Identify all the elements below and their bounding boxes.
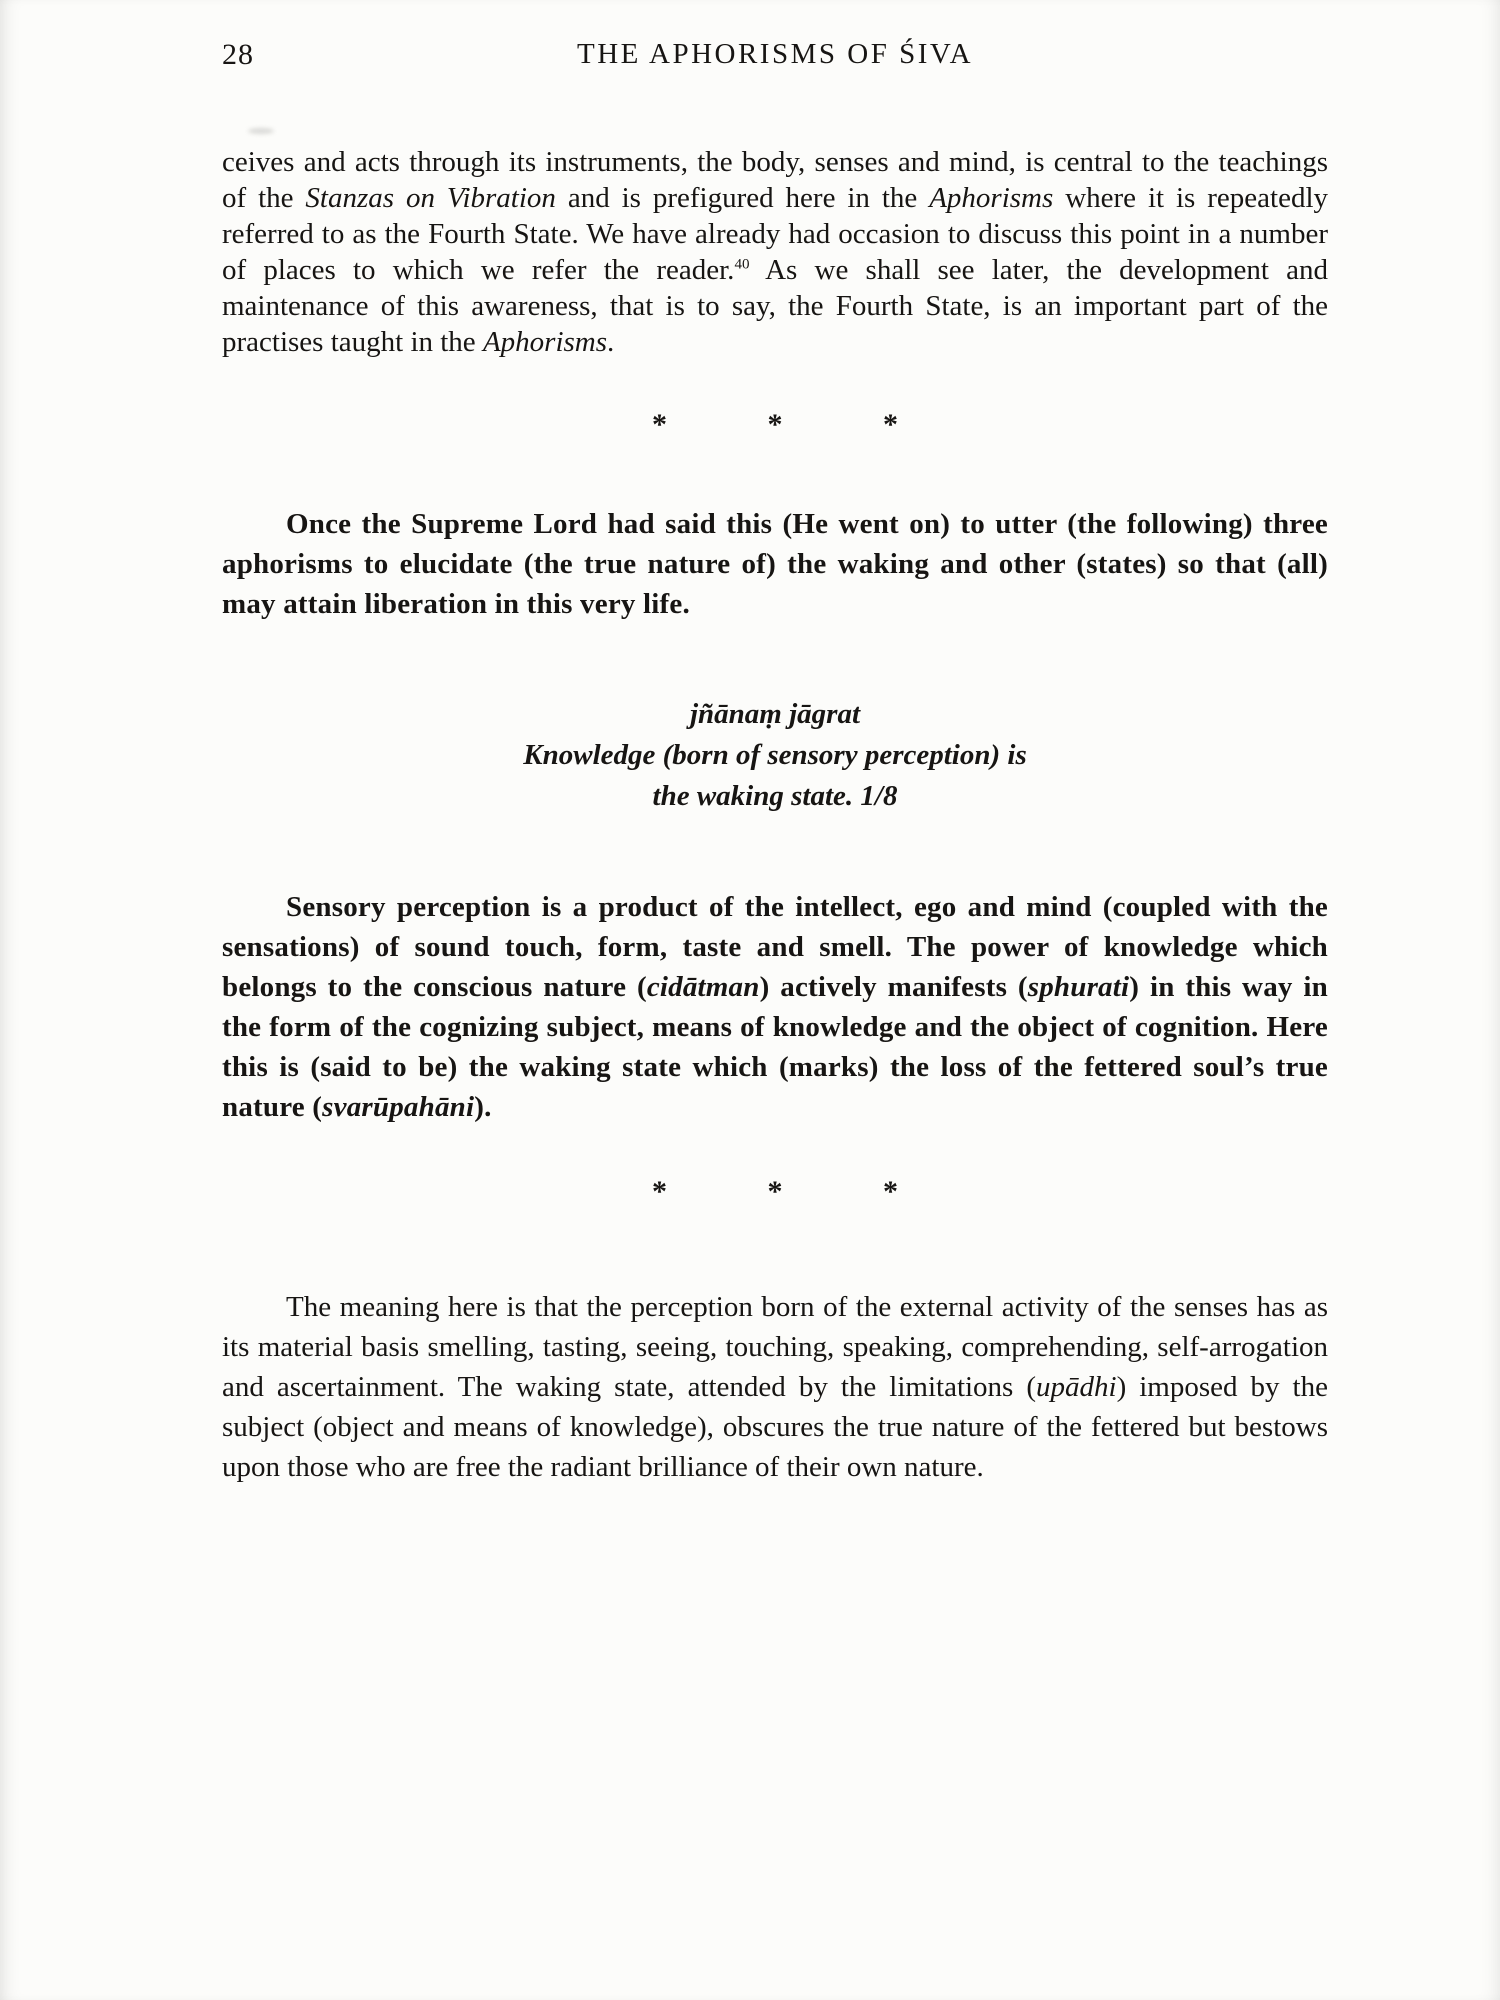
asterisk-separator: * * * (652, 1175, 898, 1208)
aphorism-translation-line2: the waking state. 1/8 (652, 780, 898, 812)
paragraph-introduction: Once the Supreme Lord had said this (He went on) to utter (the following) three aphorisms to elucidate (the true nature of) the waking and other (states) so that (all) may attain liberation in this very life. (222, 508, 1328, 620)
paragraph-explanation: The meaning here is that the perception born of the external activity of the senses has as its material basis smelling, tasting, seeing, touching, speaking, comprehending, self-arrogation and ascertainment. The waking state, attended by the limitations (upādhi) imposed by the subject (object and means of knowledge), obscures the true nature of the fettered but bestows upon those who are free the radiant brilliance of their own nature. (222, 1291, 1328, 1483)
paragraph-commentary: Sensory perception is a product of the intellect, ego and mind (coupled with the sensations) of sound touch, form, taste and smell. The power of knowledge which belongs to the conscious nature (cidātman) actively manifests (sphurati) in this way in the form of the cognizing subject, means of knowledge and the object of cognition. Here this is (said to be) the waking state which (marks) the loss of the fettered soul’s true nature (svarūpahāni). (222, 891, 1328, 1123)
aphorism-sanskrit: jñānaṃ jāgrat (689, 698, 861, 730)
running-title: THE APHORISMS OF ŚIVA (576, 38, 974, 70)
page-header (222, 38, 1328, 78)
aphorism-block (222, 694, 1328, 817)
scan-smudge (248, 128, 274, 134)
text-block (222, 144, 1328, 1487)
aphorism-translation-line1: Knowledge (born of sensory perception) is (523, 739, 1027, 771)
paragraph-continuation: ceives and acts through its instruments, the body, senses and mind, is central to the teachings of the Stanzas on Vibration and is prefigured here in the Aphorisms where it is repeatedly referred to as the Fourth State. We have already had occasion to discuss this point in a number of places to which we refer the reader.$^{40}$ As we shall see later, the development and maintenance of this awareness, that is to say, the Fourth State, is an important part of the practises taught in the Aphorisms. (222, 146, 1329, 358)
page-number: 28 (222, 38, 254, 71)
asterisk-separator: * * * (652, 408, 898, 441)
